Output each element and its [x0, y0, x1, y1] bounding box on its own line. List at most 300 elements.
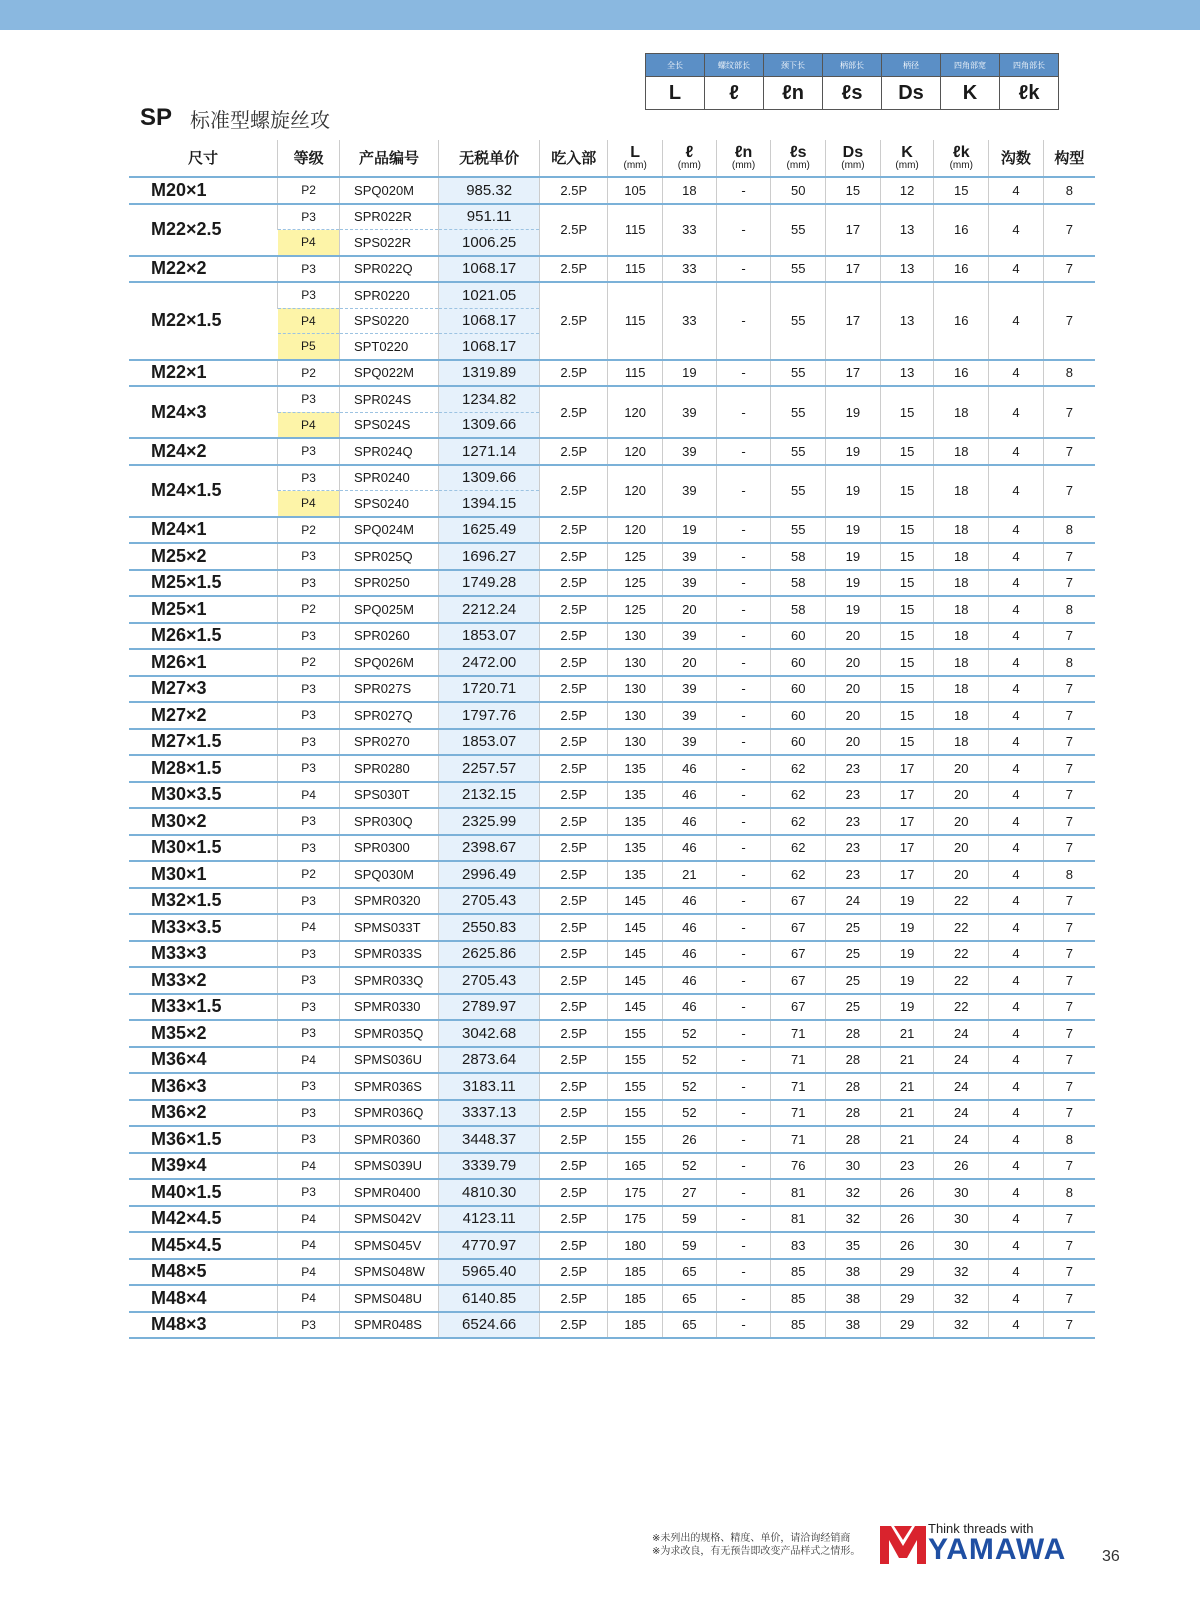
cell-flutes: 4 [989, 835, 1044, 862]
brand-tagline: Think threads with [928, 1521, 1034, 1536]
table-row [129, 994, 1095, 1021]
cell-type: 7 [1043, 782, 1095, 809]
header-chamfer: 吃入部 [540, 140, 608, 177]
cell-l: 21 [663, 861, 717, 888]
cell-ls: 81 [771, 1179, 826, 1206]
cell-grade: P3 [278, 282, 340, 308]
cell-type: 7 [1043, 1153, 1095, 1180]
cell-L: 115 [608, 282, 663, 360]
cell-chamfer: 2.5P [540, 676, 608, 703]
cell-flutes: 4 [989, 888, 1044, 915]
cell-price: 1394.15 [439, 491, 540, 517]
cell-lk: 16 [934, 282, 989, 360]
cell-size: M39×4 [129, 1153, 278, 1180]
legend-label: 四角部长 [1000, 54, 1059, 77]
cell-size: M25×1.5 [129, 570, 278, 597]
cell-L: 120 [608, 438, 663, 465]
cell-size: M22×1 [129, 360, 278, 387]
legend-symbol: K [941, 77, 1000, 110]
table-row [129, 256, 1095, 283]
cell-grade: P3 [278, 1020, 340, 1047]
table-row [129, 596, 1095, 623]
cell-grade: P3 [278, 941, 340, 968]
cell-L: 130 [608, 702, 663, 729]
cell-ln: - [716, 861, 771, 888]
cell-ln: - [716, 1153, 771, 1180]
cell-code: SPQ026M [340, 649, 439, 676]
cell-Ds: 38 [826, 1312, 881, 1339]
cell-K: 17 [880, 808, 934, 835]
header-size: 尺寸 [129, 140, 278, 177]
header-l: ℓ (mm) [663, 140, 717, 177]
cell-flutes: 4 [989, 1100, 1044, 1127]
cell-flutes: 4 [989, 994, 1044, 1021]
cell-code: SPMS045V [340, 1232, 439, 1259]
cell-K: 26 [880, 1206, 934, 1233]
cell-size: M30×1.5 [129, 835, 278, 862]
cell-Ds: 19 [826, 570, 881, 597]
header-row [129, 140, 1095, 177]
cell-chamfer: 2.5P [540, 1285, 608, 1312]
cell-size: M24×2 [129, 438, 278, 465]
cell-code: SPR0220 [340, 282, 439, 308]
cell-lk: 24 [934, 1020, 989, 1047]
cell-price: 1309.66 [439, 465, 540, 491]
cell-ls: 81 [771, 1206, 826, 1233]
cell-l: 52 [663, 1020, 717, 1047]
cell-Ds: 19 [826, 596, 881, 623]
cell-ls: 67 [771, 941, 826, 968]
cell-size: M22×2.5 [129, 204, 278, 256]
cell-l: 65 [663, 1259, 717, 1286]
cell-Ds: 20 [826, 729, 881, 756]
cell-Ds: 28 [826, 1126, 881, 1153]
cell-chamfer: 2.5P [540, 941, 608, 968]
cell-flutes: 4 [989, 256, 1044, 283]
cell-ls: 85 [771, 1259, 826, 1286]
cell-L: 185 [608, 1312, 663, 1339]
cell-type: 7 [1043, 941, 1095, 968]
cell-grade: P3 [278, 808, 340, 835]
header-Ds: Ds (mm) [826, 140, 881, 177]
cell-type: 8 [1043, 649, 1095, 676]
cell-type: 7 [1043, 994, 1095, 1021]
cell-flutes: 4 [989, 1020, 1044, 1047]
cell-K: 21 [880, 1020, 934, 1047]
table-row [129, 177, 1095, 204]
cell-ls: 60 [771, 729, 826, 756]
cell-chamfer: 2.5P [540, 543, 608, 570]
cell-code: SPMS042V [340, 1206, 439, 1233]
cell-l: 52 [663, 1073, 717, 1100]
cell-size: M36×3 [129, 1073, 278, 1100]
cell-price: 3339.79 [439, 1153, 540, 1180]
cell-size: M25×1 [129, 596, 278, 623]
cell-chamfer: 2.5P [540, 204, 608, 256]
header-lk: ℓk (mm) [934, 140, 989, 177]
cell-code: SPR030Q [340, 808, 439, 835]
cell-price: 6140.85 [439, 1285, 540, 1312]
cell-lk: 22 [934, 994, 989, 1021]
cell-Ds: 20 [826, 623, 881, 650]
cell-flutes: 4 [989, 1259, 1044, 1286]
table-row [129, 1259, 1095, 1286]
cell-type: 7 [1043, 676, 1095, 703]
cell-l: 27 [663, 1179, 717, 1206]
cell-size: M27×2 [129, 702, 278, 729]
cell-grade: P2 [278, 177, 340, 204]
cell-grade: P2 [278, 517, 340, 544]
cell-grade: P2 [278, 861, 340, 888]
cell-K: 21 [880, 1126, 934, 1153]
legend-symbol: ℓk [1000, 77, 1059, 110]
cell-K: 19 [880, 888, 934, 915]
cell-ls: 55 [771, 465, 826, 517]
cell-L: 145 [608, 941, 663, 968]
cell-K: 26 [880, 1232, 934, 1259]
cell-lk: 18 [934, 386, 989, 438]
cell-grade: P4 [278, 1153, 340, 1180]
cell-l: 20 [663, 596, 717, 623]
cell-l: 46 [663, 808, 717, 835]
cell-flutes: 4 [989, 861, 1044, 888]
cell-lk: 15 [934, 177, 989, 204]
cell-size: M30×1 [129, 861, 278, 888]
cell-ls: 62 [771, 835, 826, 862]
cell-type: 8 [1043, 517, 1095, 544]
cell-flutes: 4 [989, 676, 1044, 703]
cell-l: 39 [663, 623, 717, 650]
cell-ls: 62 [771, 782, 826, 809]
cell-size: M26×1 [129, 649, 278, 676]
cell-type: 7 [1043, 1020, 1095, 1047]
table-row [129, 1100, 1095, 1127]
cell-flutes: 4 [989, 438, 1044, 465]
cell-price: 5965.40 [439, 1259, 540, 1286]
cell-grade: P4 [278, 412, 340, 438]
cell-lk: 26 [934, 1153, 989, 1180]
cell-ln: - [716, 465, 771, 517]
cell-ln: - [716, 1073, 771, 1100]
cell-ln: - [716, 1100, 771, 1127]
cell-lk: 20 [934, 755, 989, 782]
cell-L: 130 [608, 676, 663, 703]
cell-flutes: 4 [989, 1126, 1044, 1153]
cell-lk: 18 [934, 543, 989, 570]
cell-grade: P3 [278, 1179, 340, 1206]
cell-chamfer: 2.5P [540, 1126, 608, 1153]
cell-ln: - [716, 1126, 771, 1153]
cell-ln: - [716, 204, 771, 256]
cell-l: 39 [663, 386, 717, 438]
cell-K: 19 [880, 914, 934, 941]
cell-L: 120 [608, 465, 663, 517]
cell-code: SPT0220 [340, 334, 439, 360]
cell-code: SPMR035Q [340, 1020, 439, 1047]
cell-price: 2132.15 [439, 782, 540, 809]
cell-L: 155 [608, 1100, 663, 1127]
table-row [129, 782, 1095, 809]
cell-ln: - [716, 808, 771, 835]
cell-lk: 20 [934, 808, 989, 835]
cell-size: M24×3 [129, 386, 278, 438]
cell-flutes: 4 [989, 623, 1044, 650]
cell-K: 21 [880, 1100, 934, 1127]
cell-l: 65 [663, 1285, 717, 1312]
cell-Ds: 17 [826, 204, 881, 256]
cell-L: 155 [608, 1126, 663, 1153]
cell-type: 8 [1043, 1179, 1095, 1206]
cell-size: M35×2 [129, 1020, 278, 1047]
cell-K: 15 [880, 702, 934, 729]
cell-ln: - [716, 755, 771, 782]
cell-ln: - [716, 676, 771, 703]
cell-grade: P3 [278, 1126, 340, 1153]
cell-l: 39 [663, 702, 717, 729]
cell-code: SPR0250 [340, 570, 439, 597]
cell-grade: P3 [278, 543, 340, 570]
cell-chamfer: 2.5P [540, 256, 608, 283]
page-number: 36 [1102, 1548, 1120, 1565]
cell-L: 130 [608, 623, 663, 650]
cell-ln: - [716, 914, 771, 941]
cell-ln: - [716, 1179, 771, 1206]
cell-ls: 58 [771, 570, 826, 597]
cell-size: M26×1.5 [129, 623, 278, 650]
cell-Ds: 20 [826, 676, 881, 703]
cell-l: 19 [663, 517, 717, 544]
cell-flutes: 4 [989, 914, 1044, 941]
cell-code: SPMS048W [340, 1259, 439, 1286]
cell-type: 7 [1043, 755, 1095, 782]
cell-price: 1797.76 [439, 702, 540, 729]
cell-grade: P4 [278, 782, 340, 809]
cell-K: 29 [880, 1312, 934, 1339]
cell-code: SPR0280 [340, 755, 439, 782]
cell-K: 15 [880, 596, 934, 623]
cell-code: SPR025Q [340, 543, 439, 570]
cell-flutes: 4 [989, 941, 1044, 968]
legend-symbol: ℓ [705, 77, 764, 110]
cell-flutes: 4 [989, 1312, 1044, 1339]
cell-L: 155 [608, 1020, 663, 1047]
cell-flutes: 4 [989, 204, 1044, 256]
cell-size: M20×1 [129, 177, 278, 204]
cell-chamfer: 2.5P [540, 177, 608, 204]
cell-L: 135 [608, 755, 663, 782]
cell-grade: P4 [278, 1047, 340, 1074]
cell-chamfer: 2.5P [540, 994, 608, 1021]
cell-Ds: 23 [826, 782, 881, 809]
footnote-line: ※未列出的规格、精度、单价，请洽询经销商 [652, 1533, 851, 1544]
cell-grade: P3 [278, 204, 340, 230]
cell-ls: 62 [771, 808, 826, 835]
cell-L: 135 [608, 835, 663, 862]
cell-L: 115 [608, 204, 663, 256]
table-row [129, 570, 1095, 597]
cell-price: 1021.05 [439, 282, 540, 308]
table-row [129, 517, 1095, 544]
cell-Ds: 28 [826, 1073, 881, 1100]
cell-grade: P2 [278, 649, 340, 676]
cell-type: 8 [1043, 861, 1095, 888]
cell-grade: P4 [278, 308, 340, 334]
cell-lk: 18 [934, 596, 989, 623]
cell-code: SPQ022M [340, 360, 439, 387]
cell-L: 120 [608, 386, 663, 438]
cell-Ds: 25 [826, 914, 881, 941]
legend-symbol: L [646, 77, 705, 110]
table-row [129, 835, 1095, 862]
table-row [129, 282, 1095, 308]
cell-ls: 58 [771, 596, 826, 623]
cell-type: 7 [1043, 888, 1095, 915]
cell-L: 175 [608, 1206, 663, 1233]
cell-type: 7 [1043, 543, 1095, 570]
cell-ls: 60 [771, 676, 826, 703]
cell-chamfer: 2.5P [540, 1259, 608, 1286]
cell-Ds: 35 [826, 1232, 881, 1259]
cell-K: 15 [880, 649, 934, 676]
cell-type: 7 [1043, 204, 1095, 256]
cell-grade: P4 [278, 1232, 340, 1259]
cell-type: 7 [1043, 1285, 1095, 1312]
cell-chamfer: 2.5P [540, 914, 608, 941]
cell-ls: 62 [771, 755, 826, 782]
cell-size: M30×2 [129, 808, 278, 835]
cell-flutes: 4 [989, 729, 1044, 756]
cell-size: M48×3 [129, 1312, 278, 1339]
cell-code: SPMS048U [340, 1285, 439, 1312]
cell-l: 39 [663, 570, 717, 597]
cell-ln: - [716, 941, 771, 968]
cell-flutes: 4 [989, 543, 1044, 570]
cell-l: 46 [663, 835, 717, 862]
cell-K: 12 [880, 177, 934, 204]
cell-code: SPS024S [340, 412, 439, 438]
cell-price: 3042.68 [439, 1020, 540, 1047]
cell-chamfer: 2.5P [540, 755, 608, 782]
cell-type: 7 [1043, 465, 1095, 517]
cell-lk: 32 [934, 1312, 989, 1339]
table-row [129, 1073, 1095, 1100]
table-row [129, 649, 1095, 676]
cell-lk: 24 [934, 1126, 989, 1153]
cell-ls: 60 [771, 623, 826, 650]
cell-flutes: 4 [989, 1047, 1044, 1074]
cell-flutes: 4 [989, 1285, 1044, 1312]
cell-chamfer: 2.5P [540, 808, 608, 835]
cell-ln: - [716, 1020, 771, 1047]
cell-L: 145 [608, 888, 663, 915]
cell-Ds: 23 [826, 861, 881, 888]
cell-price: 2550.83 [439, 914, 540, 941]
cell-ls: 85 [771, 1312, 826, 1339]
cell-price: 2789.97 [439, 994, 540, 1021]
cell-lk: 22 [934, 888, 989, 915]
cell-chamfer: 2.5P [540, 702, 608, 729]
cell-size: M36×4 [129, 1047, 278, 1074]
cell-l: 65 [663, 1312, 717, 1339]
cell-l: 26 [663, 1126, 717, 1153]
cell-code: SPMR0330 [340, 994, 439, 1021]
cell-chamfer: 2.5P [540, 861, 608, 888]
cell-l: 46 [663, 994, 717, 1021]
table-row [129, 676, 1095, 703]
cell-price: 1068.17 [439, 308, 540, 334]
cell-L: 130 [608, 649, 663, 676]
cell-ls: 55 [771, 360, 826, 387]
cell-flutes: 4 [989, 702, 1044, 729]
cell-ln: - [716, 282, 771, 360]
cell-chamfer: 2.5P [540, 1179, 608, 1206]
cell-L: 185 [608, 1285, 663, 1312]
cell-type: 7 [1043, 282, 1095, 360]
cell-type: 7 [1043, 386, 1095, 438]
cell-Ds: 30 [826, 1153, 881, 1180]
cell-price: 985.32 [439, 177, 540, 204]
header-K: K (mm) [880, 140, 934, 177]
cell-grade: P4 [278, 230, 340, 256]
cell-l: 19 [663, 360, 717, 387]
cell-code: SPQ024M [340, 517, 439, 544]
cell-Ds: 15 [826, 177, 881, 204]
header-code: 产品编号 [340, 140, 439, 177]
cell-price: 4123.11 [439, 1206, 540, 1233]
cell-type: 7 [1043, 1259, 1095, 1286]
legend-symbol: ℓn [764, 77, 823, 110]
cell-ln: - [716, 1285, 771, 1312]
cell-Ds: 23 [826, 835, 881, 862]
cell-price: 1068.17 [439, 256, 540, 283]
cell-code: SPQ030M [340, 861, 439, 888]
cell-L: 125 [608, 596, 663, 623]
cell-price: 3337.13 [439, 1100, 540, 1127]
cell-type: 7 [1043, 256, 1095, 283]
cell-chamfer: 2.5P [540, 1153, 608, 1180]
cell-L: 135 [608, 782, 663, 809]
cell-size: M40×1.5 [129, 1179, 278, 1206]
cell-chamfer: 2.5P [540, 596, 608, 623]
table-row [129, 438, 1095, 465]
table-row [129, 623, 1095, 650]
cell-L: 135 [608, 808, 663, 835]
cell-size: M48×5 [129, 1259, 278, 1286]
cell-grade: P3 [278, 755, 340, 782]
top-color-band [0, 0, 1200, 30]
legend-label: 柄部长 [823, 54, 882, 77]
cell-price: 1853.07 [439, 729, 540, 756]
cell-grade: P5 [278, 334, 340, 360]
cell-Ds: 24 [826, 888, 881, 915]
cell-price: 2398.67 [439, 835, 540, 862]
cell-l: 33 [663, 282, 717, 360]
cell-grade: P3 [278, 570, 340, 597]
cell-K: 26 [880, 1179, 934, 1206]
cell-Ds: 25 [826, 941, 881, 968]
cell-l: 46 [663, 941, 717, 968]
cell-lk: 20 [934, 835, 989, 862]
cell-grade: P4 [278, 491, 340, 517]
cell-grade: P3 [278, 1073, 340, 1100]
cell-Ds: 17 [826, 282, 881, 360]
cell-L: 145 [608, 914, 663, 941]
cell-Ds: 19 [826, 438, 881, 465]
cell-K: 21 [880, 1047, 934, 1074]
table-row [129, 941, 1095, 968]
cell-price: 1696.27 [439, 543, 540, 570]
table-row [129, 729, 1095, 756]
